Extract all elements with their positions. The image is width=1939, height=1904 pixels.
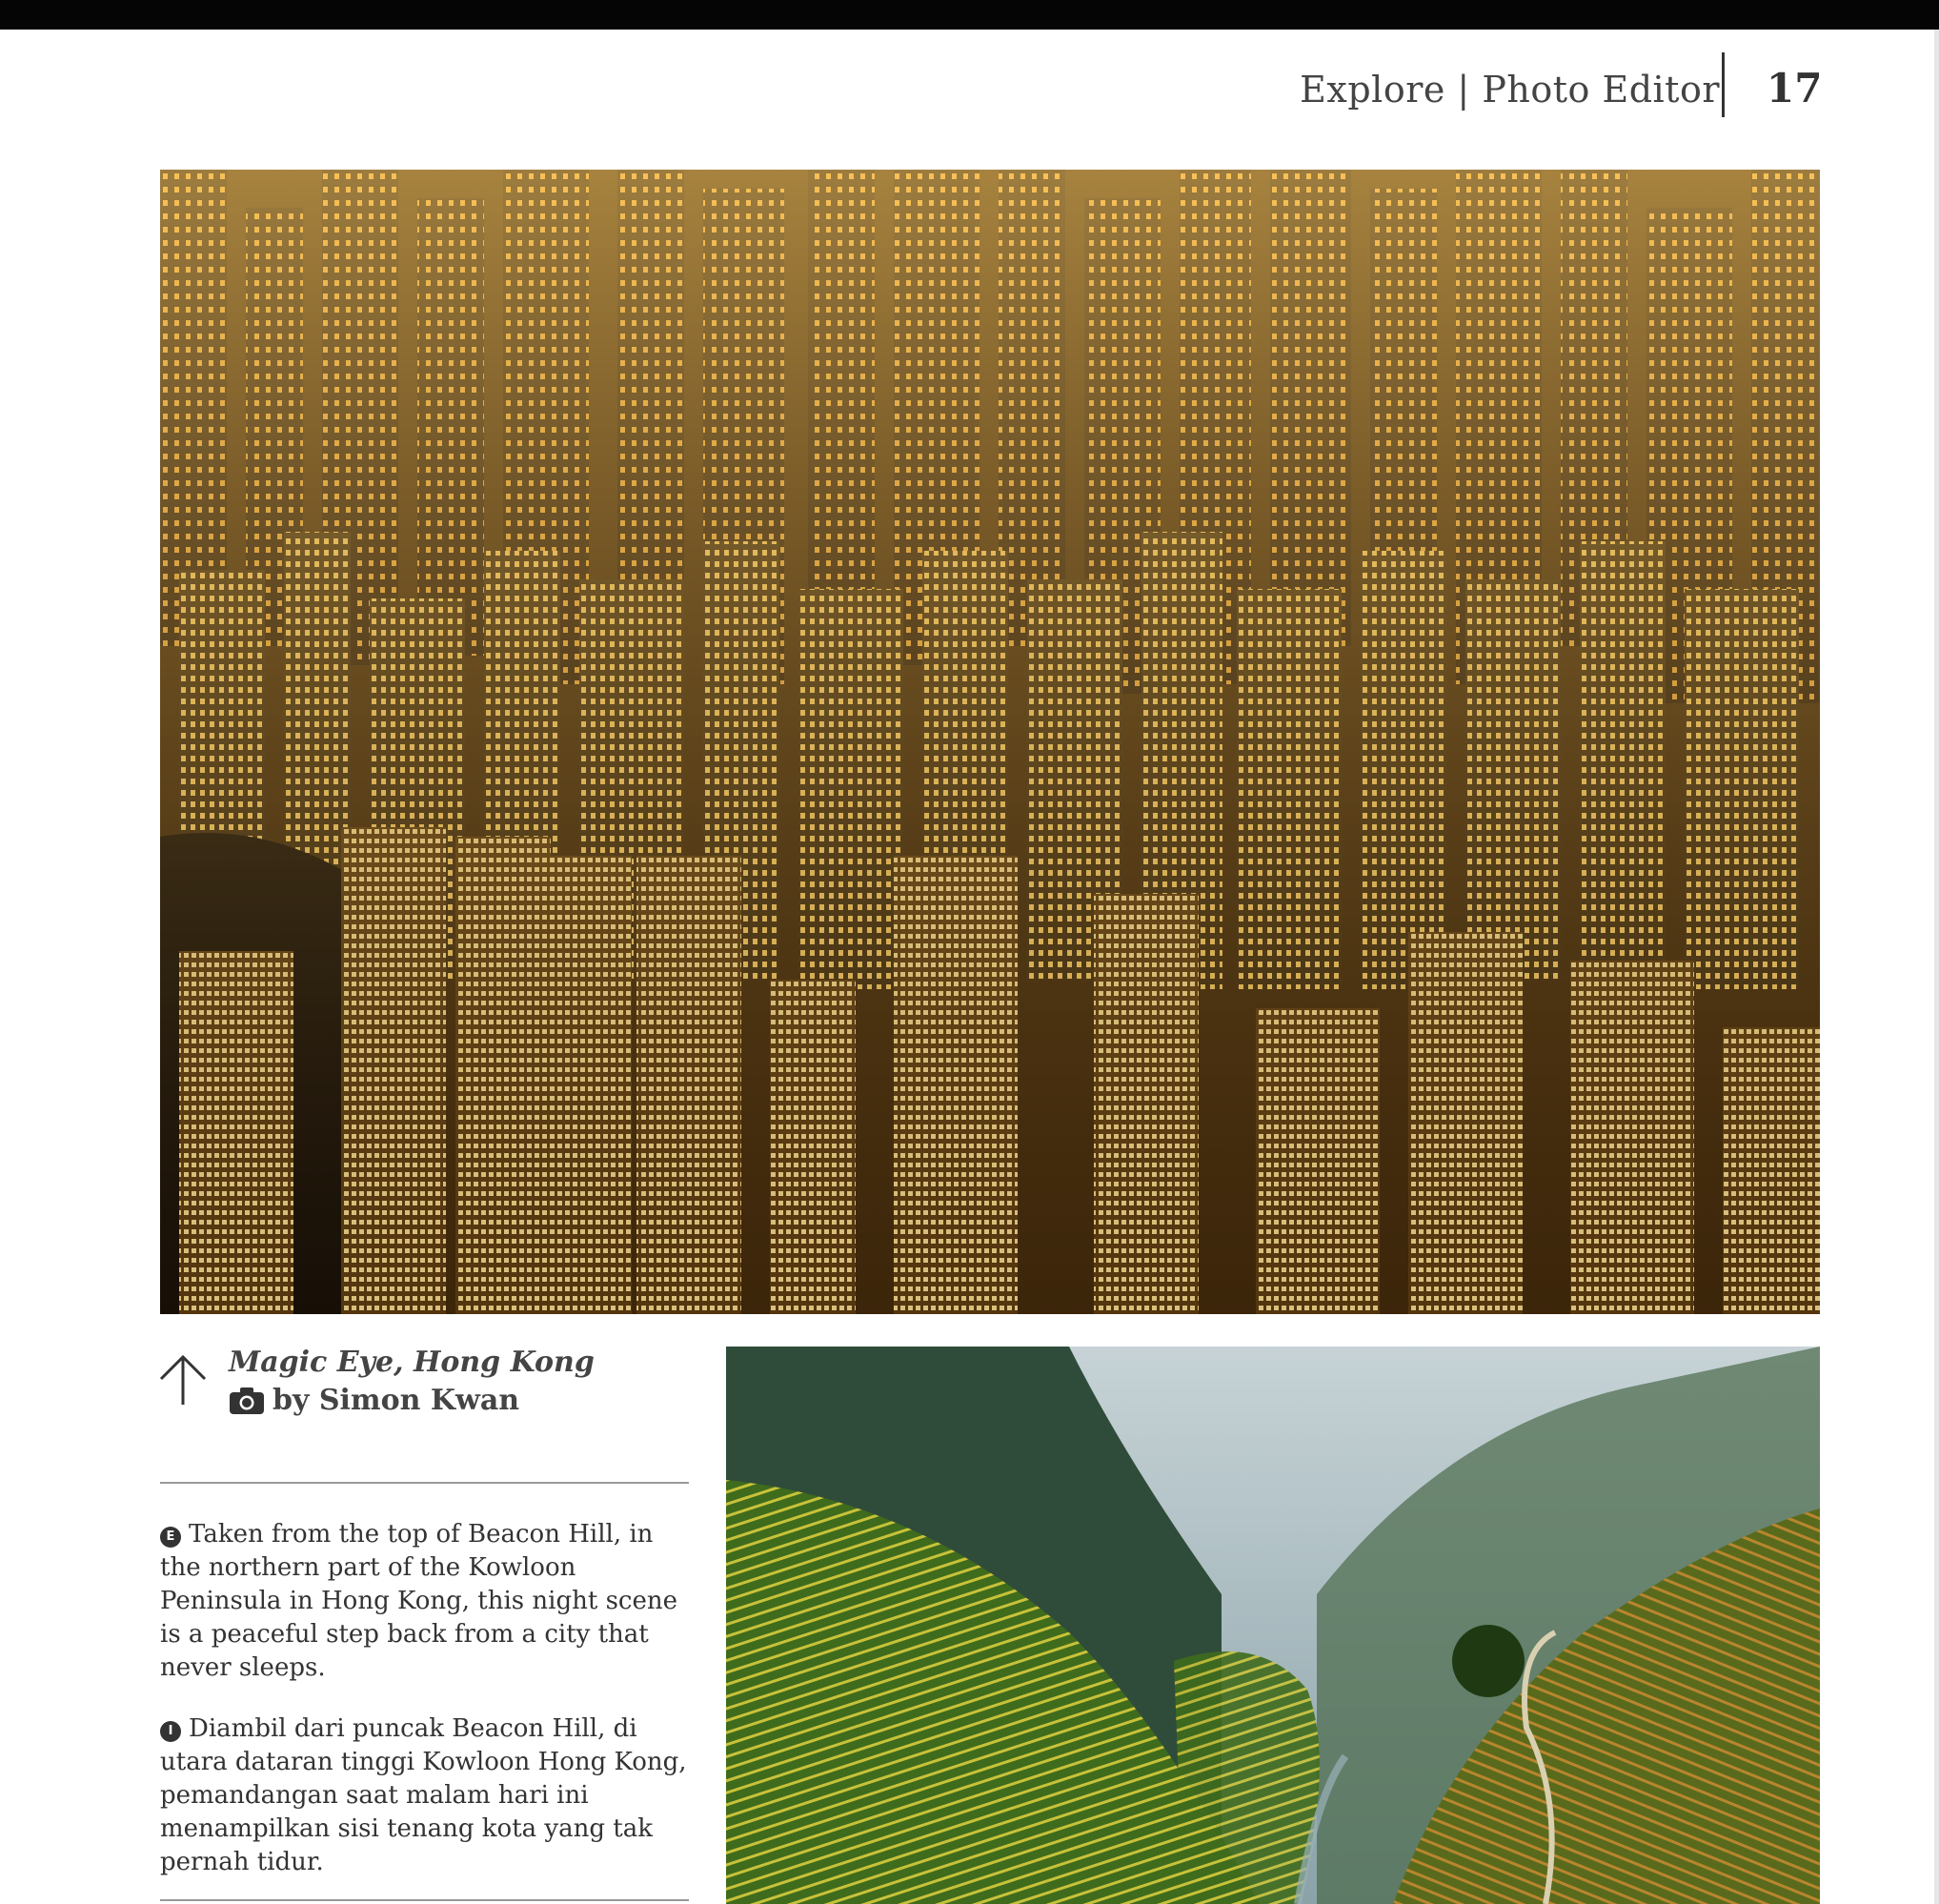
arrow-up-icon xyxy=(157,1353,209,1407)
indonesian-paragraph xyxy=(160,1712,694,1879)
second-photo xyxy=(726,1347,1820,1904)
divider-top xyxy=(160,1482,689,1484)
rice-terrace-illustration xyxy=(726,1347,1820,1904)
page-number: 17 xyxy=(1767,65,1823,111)
photo-title: Magic Eye, Hong Kong xyxy=(229,1346,595,1379)
credit-text: by Simon Kwan xyxy=(273,1384,520,1417)
top-bar xyxy=(0,0,1939,30)
city-night-illustration xyxy=(160,170,1820,1314)
main-photo xyxy=(160,170,1820,1314)
section-title: Explore | Photo Editor xyxy=(1300,69,1720,111)
indonesian-badge: I xyxy=(160,1721,181,1742)
page-edge xyxy=(1934,30,1939,1904)
camera-icon xyxy=(229,1387,265,1415)
header-divider xyxy=(1722,52,1725,117)
english-paragraph xyxy=(160,1518,694,1685)
indonesian-text: Diambil dari puncak Beacon Hill, di utara dataran tinggi Kowloon Hong Kong, pemandangan saat malam hari ini menampilkan sisi tenang kota yang tak pernah tidur. xyxy=(160,1714,687,1876)
photo-credit xyxy=(229,1384,519,1417)
divider-bottom xyxy=(160,1899,689,1901)
english-text: Taken from the top of Beacon Hill, in the northern part of the Kowloon Peninsula in Hong Kong, this night scene is a peaceful step back from a city that never sleeps. xyxy=(160,1520,677,1682)
english-badge: E xyxy=(160,1527,181,1548)
